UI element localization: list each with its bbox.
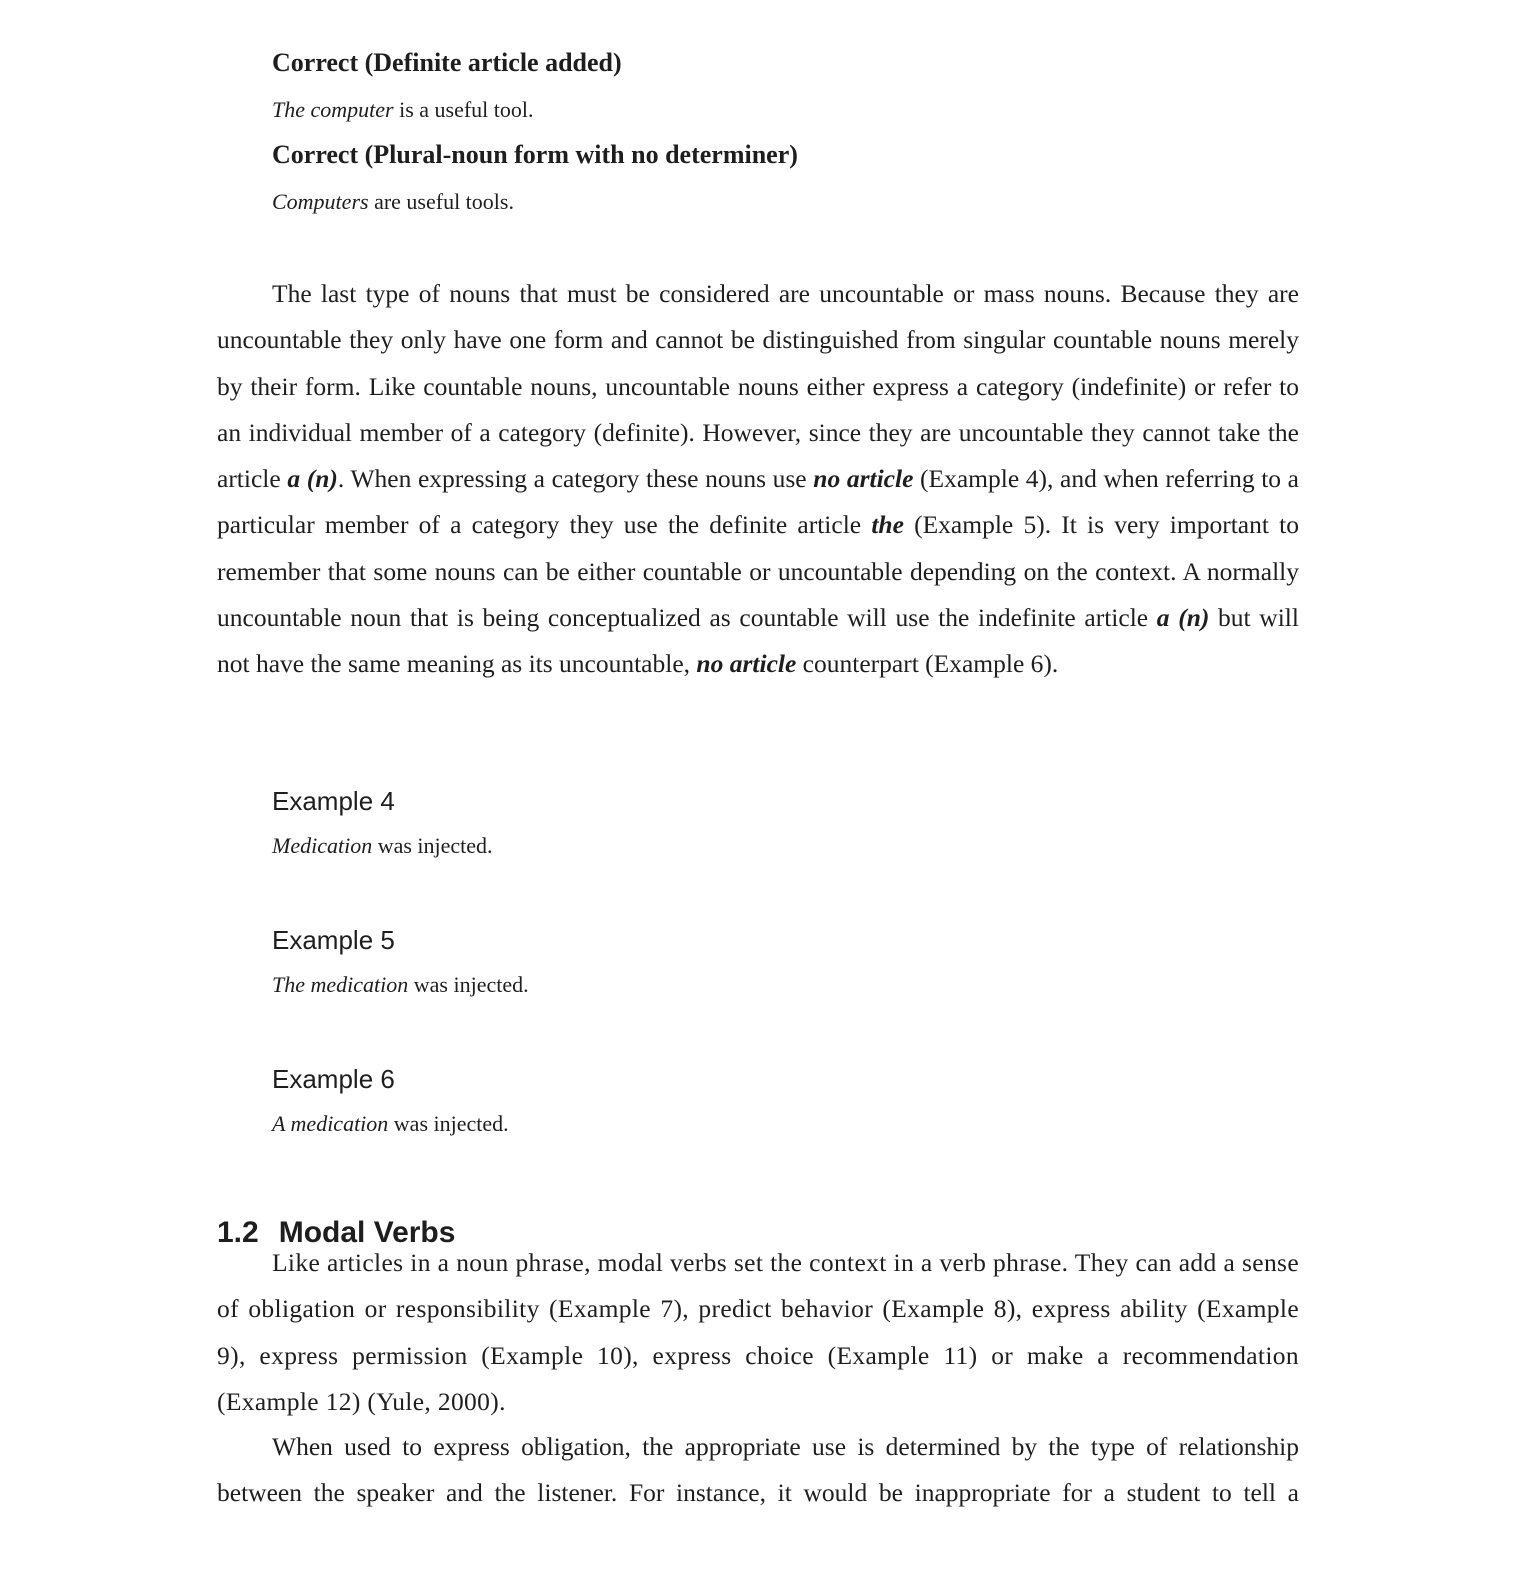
obligation-paragraph: When used to express obligation, the appropriate use is determined by the type of relationship between the speaker and the listener. For instance, it would be inappropriate for a student to tell a — [217, 1432, 1299, 1508]
paragraph-text: (Example 4), and when referring to a particular member of a category they use the definite article — [217, 464, 1299, 540]
example-rest: are useful tools. — [368, 189, 514, 214]
correct-definite-heading: Correct (Definite article added) — [272, 48, 622, 77]
example-italic-noun: Medication — [272, 833, 373, 858]
example-4-label: Example 4 — [272, 786, 395, 816]
example-rest: is a useful tool. — [393, 97, 534, 122]
uncountable-nouns-paragraph — [217, 271, 1299, 688]
paragraph-text: The last type of nouns that must be considered are uncountable or mass nouns. Because they are uncountable they only have one form and cannot be distinguished from singular countable nouns merely by their form. Like countable nouns, uncountable nouns either express a category (indefinite) or refer to an individual member of a category (definite). However, since they are uncountable they cannot take the article — [217, 279, 1299, 494]
example-rest: was injected. — [388, 1111, 509, 1136]
section-title: Modal Verbs — [278, 1216, 456, 1249]
example-6-sentence — [272, 1111, 509, 1137]
correct-plural-example — [272, 189, 514, 215]
example-rest: was injected. — [372, 833, 493, 858]
section-number: 1.2 — [217, 1216, 259, 1249]
emphasis-the: the — [871, 510, 904, 540]
example-5-sentence — [272, 972, 529, 998]
emphasis-no-article: no article — [696, 649, 797, 679]
example-italic-noun: The computer — [272, 97, 394, 122]
modal-verbs-intro-paragraph: Like articles in a noun phrase, modal verbs set the context in a verb phrase. They can add a sense of obligation or responsibility (Example 7), predict behavior (Example 8), express ability (Example 9), express permission (Example 10), express choice (Example 11) or make a recommendation (Example 12) (Yule, 2000). — [217, 1248, 1299, 1416]
emphasis-a-n: a (n) — [1156, 603, 1210, 633]
paragraph-text: counterpart (Example 6). — [796, 649, 1059, 679]
example-rest: was injected. — [408, 972, 529, 997]
paragraph-text: (Example 5). It is very important to remember that some nouns can be either countable or uncountable depending on the context. A normally uncountable noun that is being conceptualized as countable will use the indefinite article — [217, 510, 1299, 633]
paragraph-text: . When expressing a category these nouns use — [337, 464, 814, 494]
example-6-label: Example 6 — [272, 1064, 395, 1094]
example-5-label: Example 5 — [272, 925, 395, 955]
correct-plural-heading: Correct (Plural-noun form with no determiner) — [272, 140, 798, 169]
emphasis-a-n: a (n) — [287, 464, 338, 494]
correct-definite-example — [272, 97, 534, 123]
example-italic-noun: A medication — [272, 1111, 389, 1136]
example-italic-noun: Computers — [272, 189, 369, 214]
paragraph-text: but will not have the same meaning as its uncountable, — [217, 603, 1299, 679]
example-italic-noun: The medication — [272, 972, 409, 997]
emphasis-no-article: no article — [813, 464, 914, 494]
example-4-sentence — [272, 833, 493, 859]
